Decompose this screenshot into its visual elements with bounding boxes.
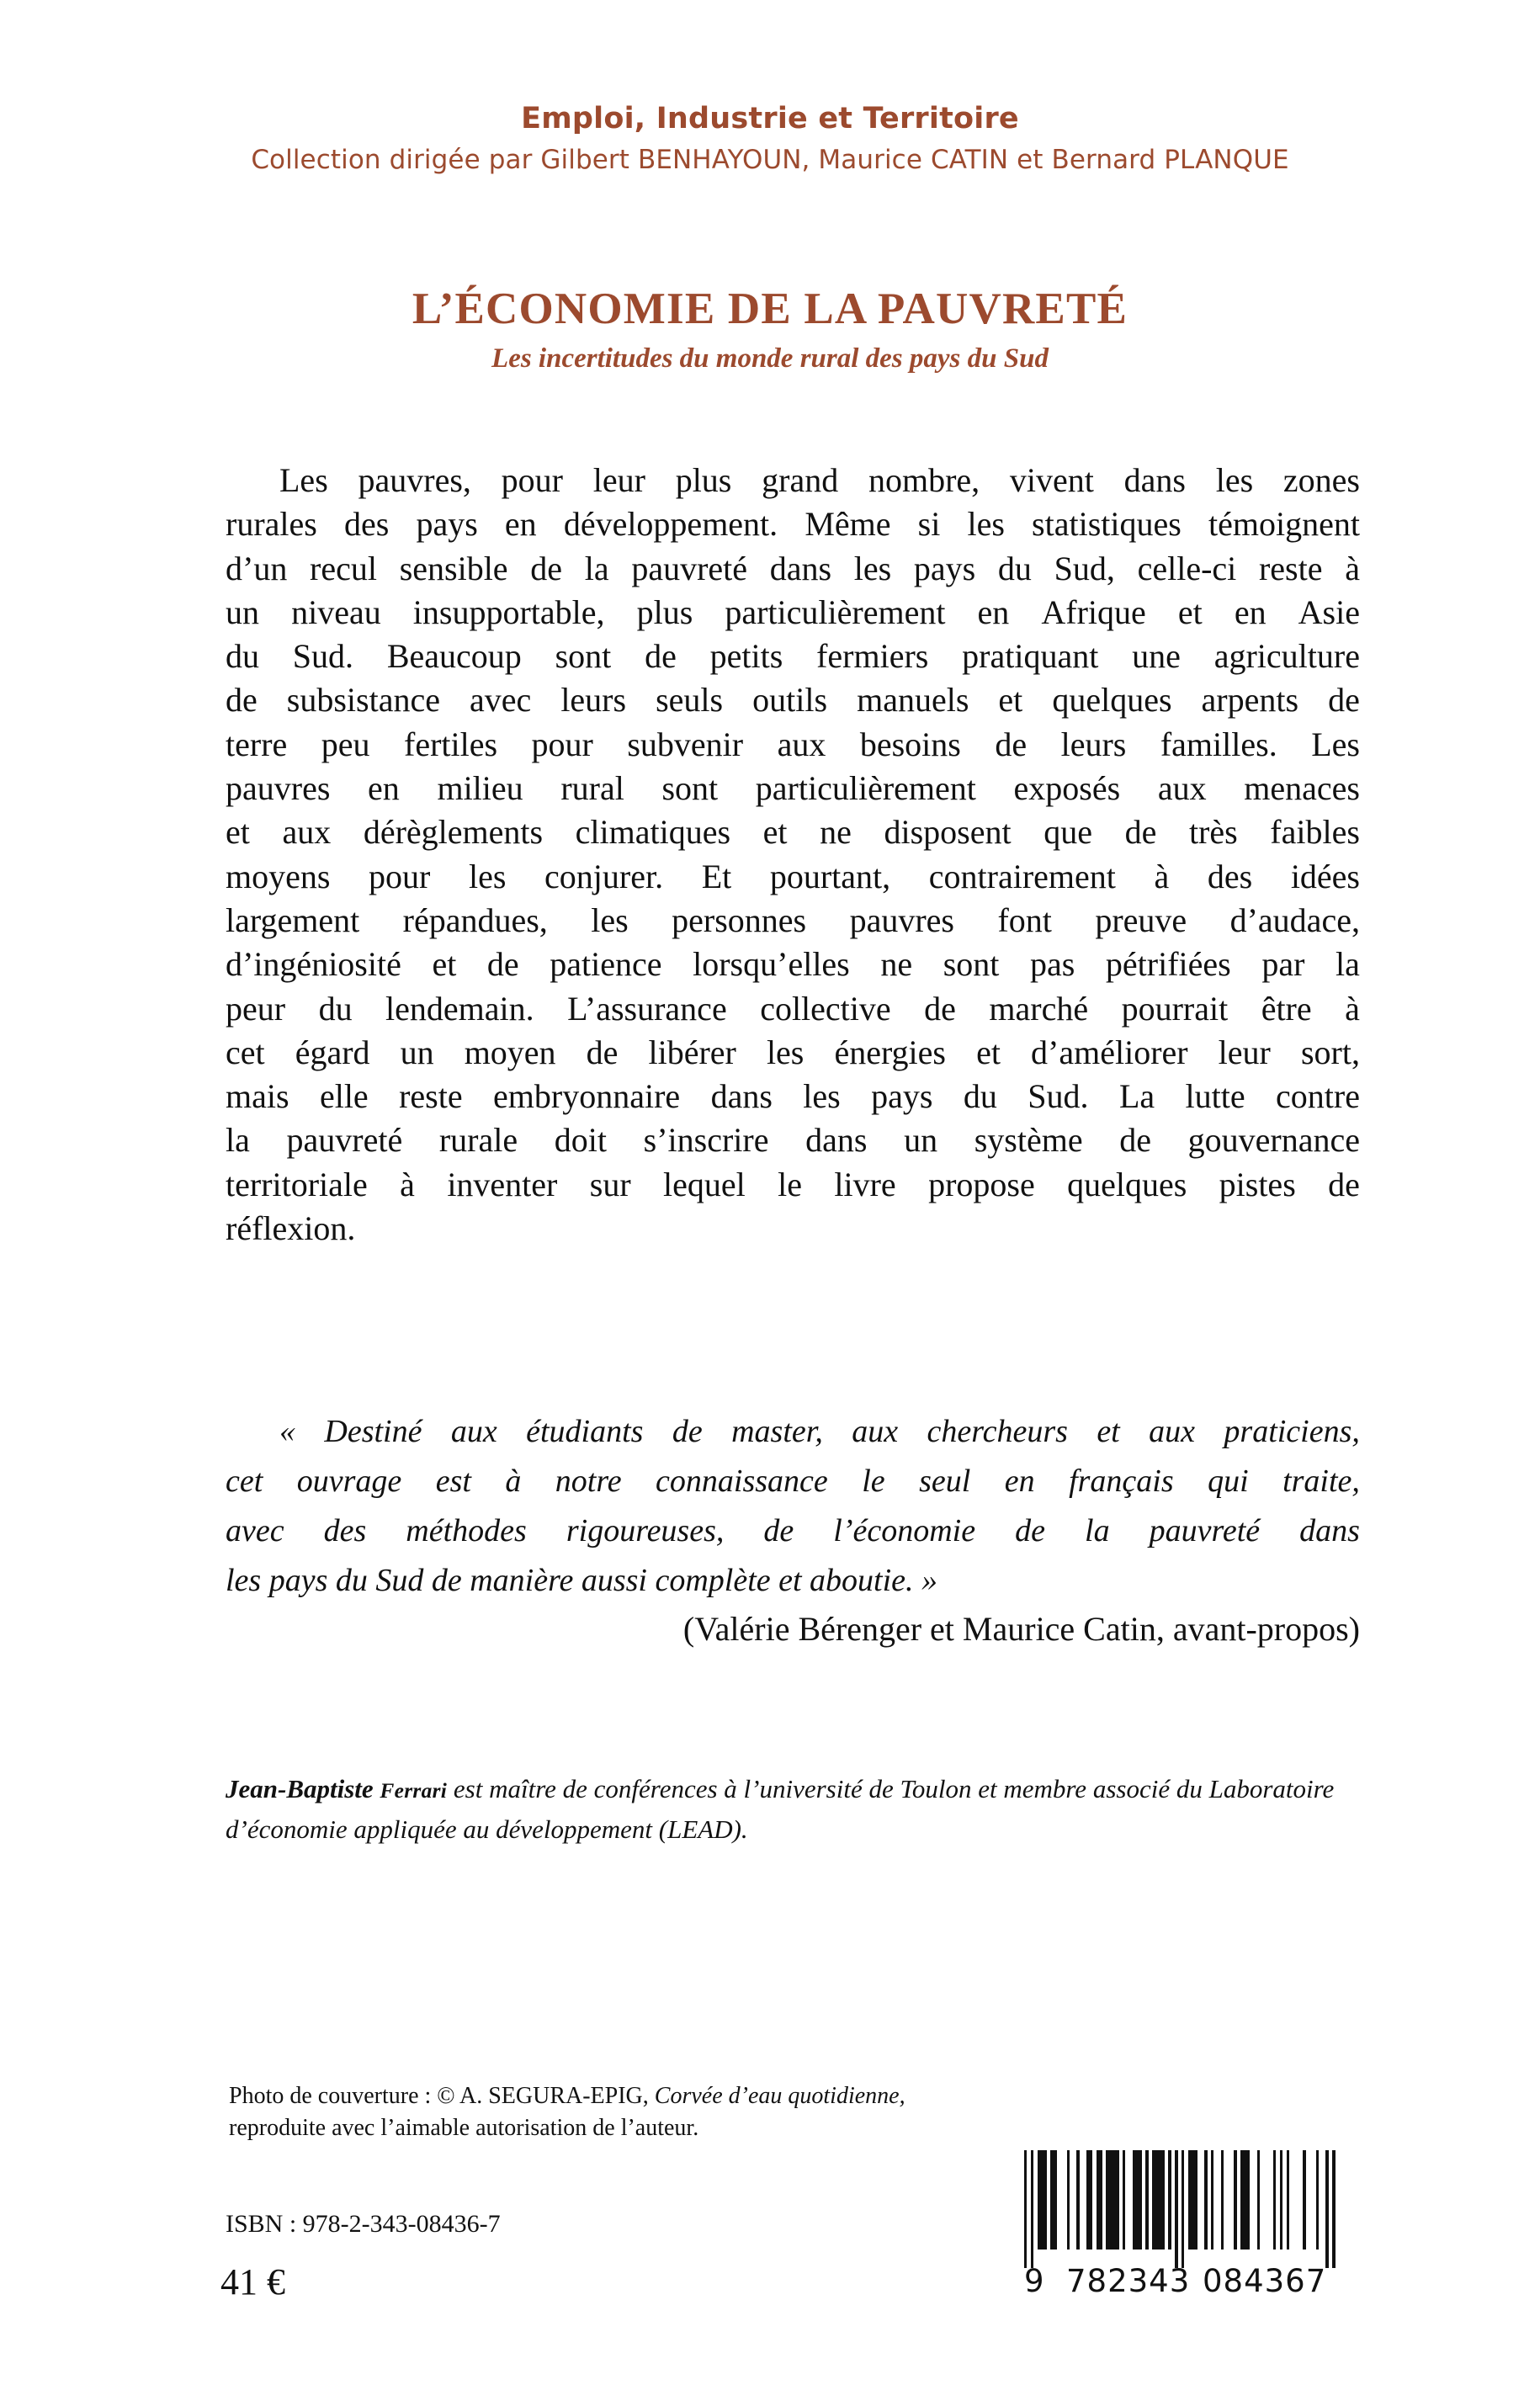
- text-line: d’ingéniosité et de patience lorsqu’elles ne sont pas pétrifiées par la: [226, 945, 1360, 984]
- text-line: « Destiné aux étudiants de master, aux chercheurs et aux praticiens,: [279, 1414, 1360, 1449]
- text-line: du Sud. Beaucoup sont de petits fermiers pratiquant une agriculture: [226, 637, 1360, 676]
- text-line: rurales des pays en développement. Même si les statistiques témoignent: [226, 505, 1360, 544]
- quote-attribution: (Valérie Bérenger et Maurice Catin, avant-propos): [682, 1610, 1360, 1648]
- barcode-bar: [1133, 2150, 1142, 2250]
- barcode-digits-right: 084367: [1203, 2263, 1327, 2299]
- barcode-bar: [1175, 2150, 1177, 2268]
- barcode-bar: [1332, 2150, 1335, 2268]
- barcode-bar: [1280, 2150, 1282, 2250]
- blurb-text: [226, 459, 1360, 1251]
- book-subtitle: Les incertitudes du monde rural des pays du Sud: [491, 343, 1049, 374]
- barcode-bar: [1325, 2150, 1328, 2268]
- text-line: territoriale à inventer sur lequel le livre propose quelques pistes de: [226, 1165, 1360, 1203]
- text-line: pauvres en milieu rural sont particulièrement exposés aux menaces: [226, 769, 1360, 808]
- barcode-bar: [1123, 2150, 1125, 2250]
- photo-credit: [229, 2080, 919, 2144]
- barcode-bar: [1240, 2150, 1250, 2250]
- barcode-bar: [1038, 2150, 1047, 2250]
- barcode-bar: [1050, 2150, 1056, 2250]
- barcode-bar: [1188, 2150, 1197, 2250]
- barcode-bar: [1234, 2150, 1236, 2250]
- text-line: un niveau insupportable, plus particulièrement en Afrique et en Asie: [226, 592, 1360, 631]
- isbn: ISBN : 978-2-343-08436-7: [226, 2210, 501, 2238]
- text-line: mais elle reste embryonnaire dans les pays du Sud. La lutte contre: [226, 1077, 1360, 1116]
- pull-quote: [226, 1407, 1360, 1606]
- photo-credit-suffix: reproduite avec l’aimable autorisation de l’auteur.: [229, 2115, 699, 2141]
- text-line: les pays du Sud de manière aussi complète et aboutie. »: [226, 1563, 938, 1598]
- text-line: et aux dérèglements climatiques et ne disposent que de très faibles: [226, 813, 1360, 852]
- barcode-bar: [1303, 2150, 1305, 2250]
- price: 41 €: [220, 2261, 285, 2303]
- barcode-digits-mid: 782343: [1066, 2263, 1191, 2299]
- text-line: de subsistance avec leurs seuls outils manuels et quelques arpents de: [226, 681, 1360, 720]
- photo-credit-prefix: Photo de couverture : © A. SEGURA-EPIG,: [229, 2083, 655, 2109]
- barcode-bar: [1152, 2150, 1165, 2250]
- barcode-bar: [1067, 2150, 1070, 2250]
- barcode-bar: [1097, 2150, 1102, 2250]
- barcode-bar: [1273, 2150, 1276, 2250]
- collection-header: [0, 101, 1540, 176]
- text-line: moyens pour les conjurer. Et pourtant, contrairement à des idées: [226, 857, 1360, 895]
- barcode-bar: [1316, 2150, 1319, 2250]
- text-line: cet égard un moyen de libérer les énergies et d’améliorer leur sort,: [226, 1033, 1360, 1071]
- barcode-bar: [1287, 2150, 1289, 2250]
- author-bio: [226, 1770, 1363, 1848]
- title-block: [0, 284, 1540, 375]
- text-line: terre peu fertiles pour subvenir aux besoins de leurs familles. Les: [226, 725, 1360, 763]
- barcode-bar: [1106, 2150, 1118, 2250]
- text-line: Les pauvres, pour leur plus grand nombre, vivent dans les zones: [279, 461, 1360, 499]
- text-line: cet ouvrage est à notre connaissance le seul en français qui traite,: [226, 1463, 1360, 1499]
- photo-credit-work-title: Corvée d’eau quotidienne,: [654, 2083, 905, 2109]
- barcode-bars: [1024, 2150, 1336, 2268]
- author-bio-text: est maître de conférences à l’université de Toulon et membre associé du Laboratoire d’économie appliquée au développement (LEAD).: [226, 1774, 1335, 1844]
- collection-directors: Collection dirigée par Gilbert BENHAYOUN, Maurice CATIN et Bernard PLANQUE: [251, 145, 1289, 175]
- text-line: la pauvreté rurale doit s’inscrire dans un système de gouvernance: [226, 1121, 1360, 1160]
- author-last-name: Ferrari: [380, 1779, 448, 1803]
- text-line: réflexion.: [226, 1209, 356, 1248]
- barcode-bar: [1204, 2150, 1207, 2250]
- text-line: d’un recul sensible de la pauvreté dans les pays du Sud, celle-ci reste à: [226, 549, 1360, 587]
- text-line: largement répandues, les personnes pauvres font preuve d’audace,: [226, 900, 1360, 939]
- barcode-bar: [1145, 2150, 1148, 2250]
- barcode-digits: [1024, 2263, 1336, 2299]
- barcode: [1024, 2150, 1336, 2298]
- barcode-bar: [1211, 2150, 1213, 2250]
- barcode-bar: [1257, 2150, 1260, 2250]
- barcode-bar: [1031, 2150, 1033, 2268]
- author-first-name: Jean-Baptiste: [226, 1774, 380, 1803]
- text-line: avec des méthodes rigoureuses, de l’économie de la pauvreté dans: [226, 1513, 1360, 1548]
- barcode-bar: [1024, 2150, 1027, 2268]
- barcode-bar: [1221, 2150, 1224, 2250]
- collection-title: Emploi, Industrie et Territoire: [521, 102, 1019, 135]
- barcode-bar: [1086, 2150, 1092, 2250]
- book-title: L’ÉCONOMIE DE LA PAUVRETÉ: [412, 284, 1128, 333]
- barcode-digit-left: 9: [1024, 2263, 1045, 2299]
- barcode-bar: [1076, 2150, 1079, 2250]
- text-line: peur du lendemain. L’assurance collective de marché pourrait être à: [226, 989, 1360, 1028]
- barcode-bar: [1182, 2150, 1184, 2268]
- barcode-bar: [1168, 2150, 1171, 2250]
